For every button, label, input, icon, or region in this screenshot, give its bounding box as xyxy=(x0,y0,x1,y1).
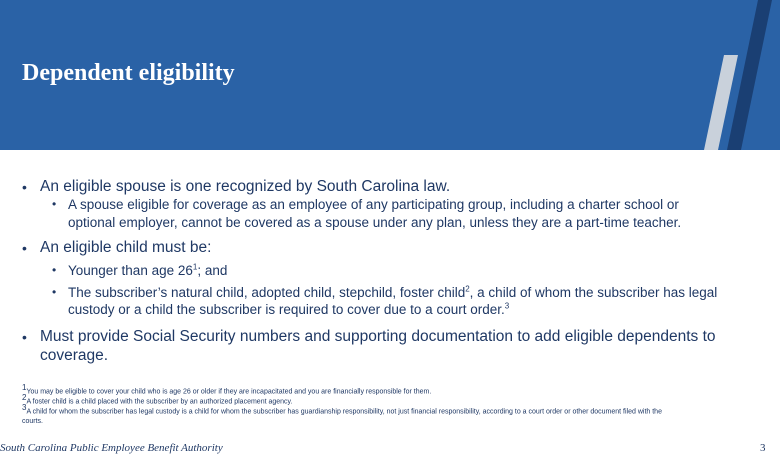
footnote-3-line1: $^3$A child for whom the subscriber has legal custody is a child for whom the subscriber has guardianship responsibility, not just financial responsibility, according to a court order or other document filed with the xyxy=(22,403,662,416)
footnote-ref-2: 2 xyxy=(465,284,470,294)
page-number: 3 xyxy=(760,442,766,454)
relationship-text-b: , a child of whom the subscriber has legal xyxy=(469,285,718,300)
decorative-stripes xyxy=(0,0,780,150)
slide-body xyxy=(0,150,780,470)
bullet-ssn-line2: coverage. xyxy=(40,347,109,364)
relationship-text-c: custody or a child the subscriber is required to cover due to a court order. xyxy=(68,302,505,317)
footnote-ref-1: 1 xyxy=(192,262,198,272)
bullet-dot: • xyxy=(22,329,27,345)
footnote-2: $^2$A foster child is a child placed with the subscriber by an authorized placement agency. xyxy=(22,393,293,406)
bullet-dot: • xyxy=(22,179,27,195)
bullet-dot: • xyxy=(52,263,57,277)
footnote-1: $^1$You may be eligible to cover your child who is age 26 or older if they are incapacitated and you are financially responsible for them. xyxy=(22,383,432,396)
footnote-3-line2: courts. xyxy=(22,418,44,425)
sub-bullet-spouse-line1: A spouse eligible for coverage as an employee of any participating group, including a charter school or xyxy=(68,197,679,212)
age-text: Younger than age 26 xyxy=(68,263,193,278)
relationship-text-a: The subscriber’s natural child, adopted child, stepchild, foster child xyxy=(68,285,466,300)
bullet-ssn-line1: Must provide Social Security numbers and supporting documentation to add eligible dependents to xyxy=(40,328,716,345)
bullet-child: An eligible child must be: xyxy=(40,239,212,256)
age-tail: ; and xyxy=(197,263,228,278)
sub-bullet-age xyxy=(68,263,227,278)
bullet-spouse: An eligible spouse is one recognized by South Carolina law. xyxy=(40,178,451,195)
slide-title: Dependent eligibility xyxy=(22,60,235,86)
bullet-dot: • xyxy=(52,285,57,299)
bullet-dot: • xyxy=(22,240,27,256)
slide-header xyxy=(0,0,780,150)
footnote-ref-3: 3 xyxy=(504,301,510,311)
sub-bullet-relationship-line1 xyxy=(68,285,717,300)
sub-bullet-relationship-line2 xyxy=(68,302,509,317)
sub-bullet-spouse-line2: optional employer, cannot be covered as a spouse under any plan, unless they are a part-time teacher. xyxy=(68,215,682,230)
bullet-dot: • xyxy=(52,197,57,211)
footer-organization: South Carolina Public Employee Benefit Authority xyxy=(0,442,223,454)
